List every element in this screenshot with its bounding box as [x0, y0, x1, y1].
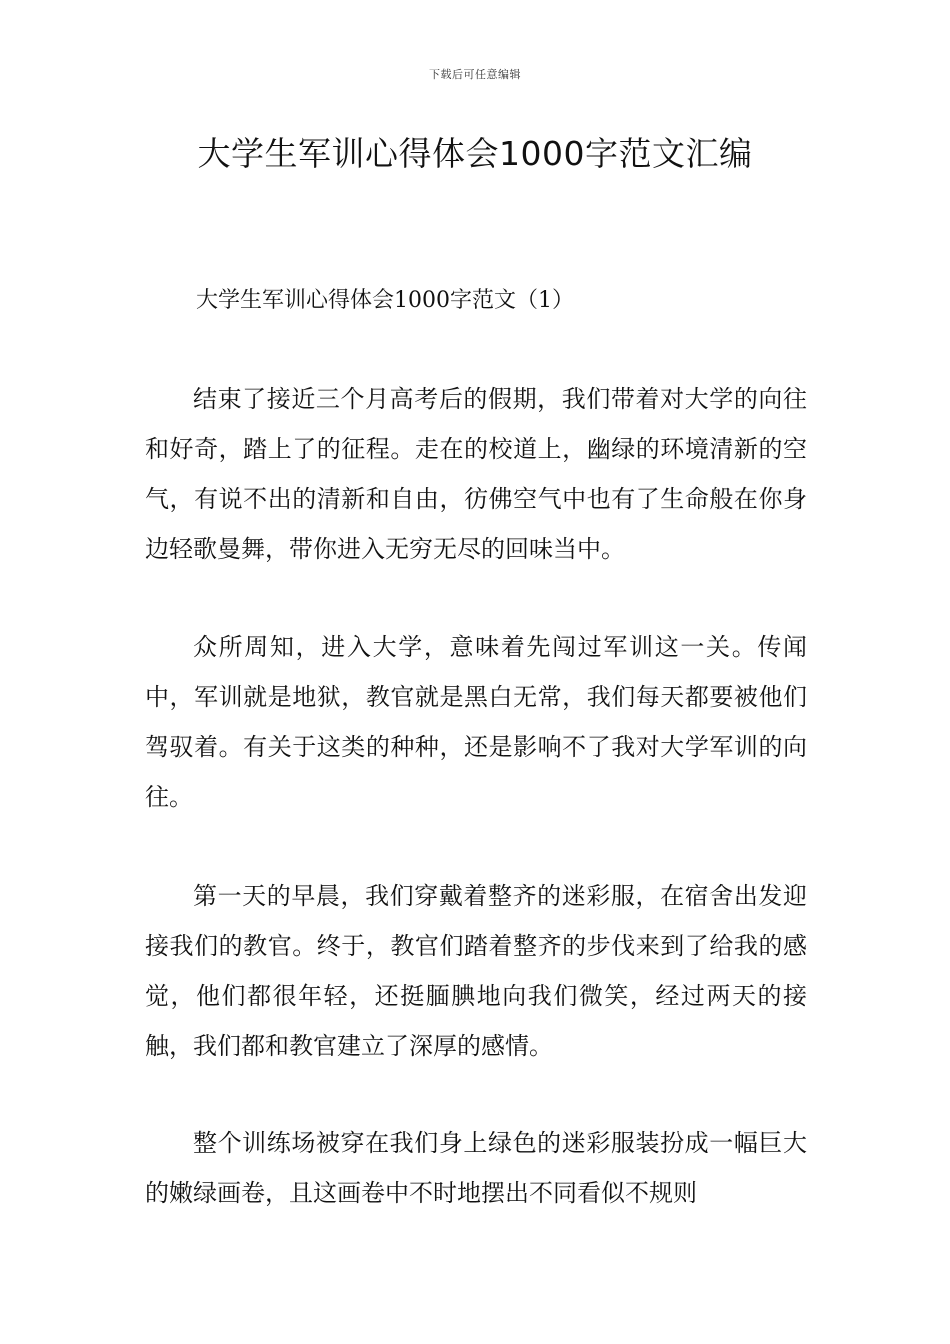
paragraph: 第一天的早晨，我们穿戴着整齐的迷彩服，在宿舍出发迎接我们的教官。终于，教官们踏着整齐的步伐来到了给我的感觉，他们都很年轻，还挺腼腆地向我们微笑，经过两天的接触，我们都和教官建立了深厚的感情。: [145, 882, 807, 1060]
paragraph-block: [145, 622, 807, 822]
paragraph-block: [145, 374, 807, 574]
paragraph: 众所周知，进入大学，意味着先闯过军训这一关。传闻中，军训就是地狱，教官就是黑白无常，我们每天都要被他们驾驭着。有关于这类的种种，还是影响不了我对大学军训的向往。: [145, 633, 807, 811]
header-note: 下载后可任意编辑: [429, 68, 521, 81]
paragraph: 整个训练场被穿在我们身上绿色的迷彩服装扮成一幅巨大的嫩绿画卷，且这画卷中不时地摆出不同看似不规则: [145, 1129, 807, 1207]
paragraph: 结束了接近三个月高考后的假期，我们带着对大学的向往和好奇，踏上了的征程。走在的校道上，幽绿的环境清新的空气，有说不出的清新和自由，彷佛空气中也有了生命般在你身边轻歌曼舞，带你进入无穷无尽的回味当中。: [145, 385, 807, 563]
paragraph-block: [145, 871, 807, 1071]
document-title: 大学生军训心得体会1000字范文汇编: [197, 134, 753, 173]
section-heading: 大学生军训心得体会1000字范文（1）: [196, 288, 574, 313]
paragraph-block: [145, 1118, 807, 1218]
